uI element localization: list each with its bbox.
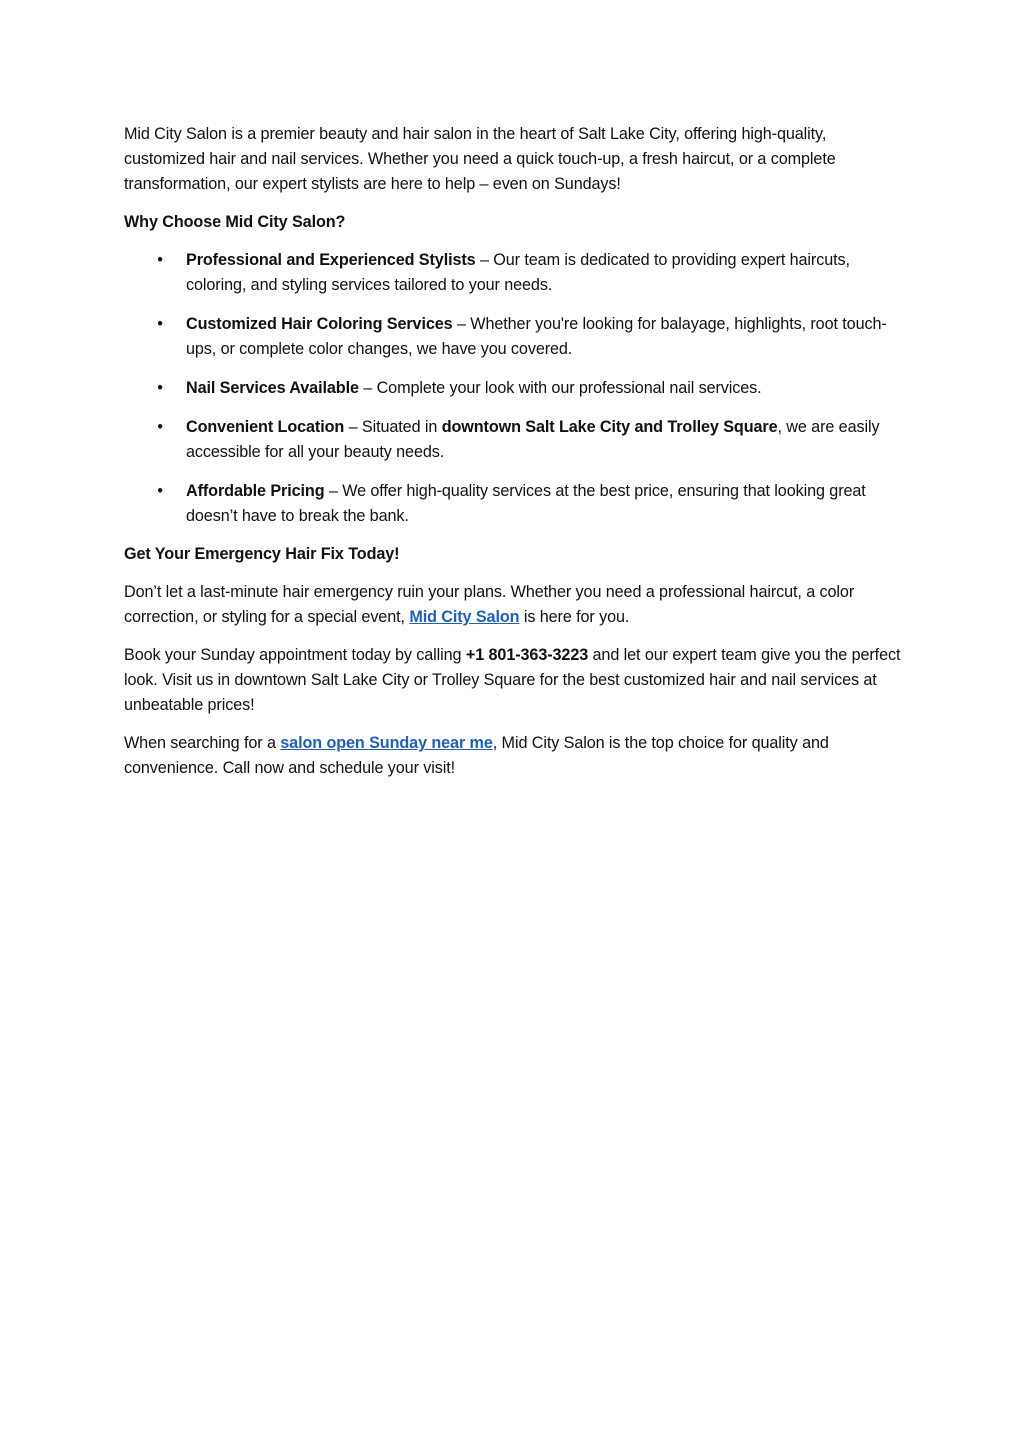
intro-paragraph: Mid City Salon is a premier beauty and hair salon in the heart of Salt Lake City, offering high-quality, customized hair and nail services. Whether you need a quick touch-up, a fresh haircut, or a complete transformation, our expert stylists are here to help – even on Sundays! (124, 125, 836, 193)
list-item (124, 248, 904, 298)
booking-text: Book your Sunday appointment today by calling (124, 646, 466, 664)
emergency-heading: Get Your Emergency Hair Fix Today! (124, 545, 400, 563)
bullet-icon: • (157, 379, 163, 397)
closing-paragraph (124, 731, 904, 781)
feature-title: Customized Hair Coloring Services (186, 315, 453, 333)
closing-text-end: , Mid City Salon is the top choice for quality and convenience. Call now and schedule your visit! (124, 734, 829, 777)
document-page (124, 122, 904, 794)
feature-text: – Complete your look with our professional nail services. (358, 379, 762, 397)
booking-paragraph (124, 643, 904, 718)
mid-city-salon-link[interactable]: Mid City Salon (409, 608, 520, 626)
list-item (124, 312, 904, 362)
feature-text: – We offer high-quality services at the best price, ensuring that looking great doesn’t have to break the bank. (186, 482, 866, 525)
bullet-icon: • (157, 418, 163, 436)
closing-text: When searching for a (124, 734, 281, 752)
list-item (124, 479, 904, 529)
booking-text-end: and let our expert team give you the perfect look. Visit us in downtown Salt Lake City or Trolley Square for the best customized hair and nail services at unbeatable prices! (124, 646, 901, 714)
emergency-paragraph (124, 580, 904, 630)
feature-title: Nail Services Available (186, 379, 359, 397)
feature-title: Professional and Experienced Stylists (186, 251, 476, 269)
features-list (124, 248, 904, 529)
emergency-text-end: is here for you. (519, 608, 630, 626)
feature-text: – Situated in (344, 418, 442, 436)
feature-title: Affordable Pricing (186, 482, 325, 500)
phone-number: +1 801-363-3223 (465, 646, 589, 664)
list-item (124, 415, 904, 465)
bullet-icon: • (157, 482, 163, 500)
list-item (124, 376, 904, 401)
feature-text: – Our team is dedicated to providing expert haircuts, coloring, and styling services tailored to your needs. (186, 251, 850, 294)
emergency-text: Don’t let a last-minute hair emergency ruin your plans. Whether you need a professional haircut, a color correction, or styling for a special event, (124, 583, 855, 626)
salon-open-sunday-link[interactable]: salon open Sunday near me (280, 734, 493, 752)
feature-text: – Whether you're looking for balayage, highlights, root touch-ups, or complete color changes, we have you covered. (186, 315, 887, 358)
bullet-icon: • (157, 251, 163, 269)
location-highlight: downtown Salt Lake City and Trolley Square (441, 418, 778, 436)
feature-title: Convenient Location (186, 418, 345, 436)
bullet-icon: • (157, 315, 163, 333)
feature-text: , we are easily accessible for all your beauty needs. (186, 418, 880, 461)
why-choose-heading: Why Choose Mid City Salon? (124, 213, 346, 231)
